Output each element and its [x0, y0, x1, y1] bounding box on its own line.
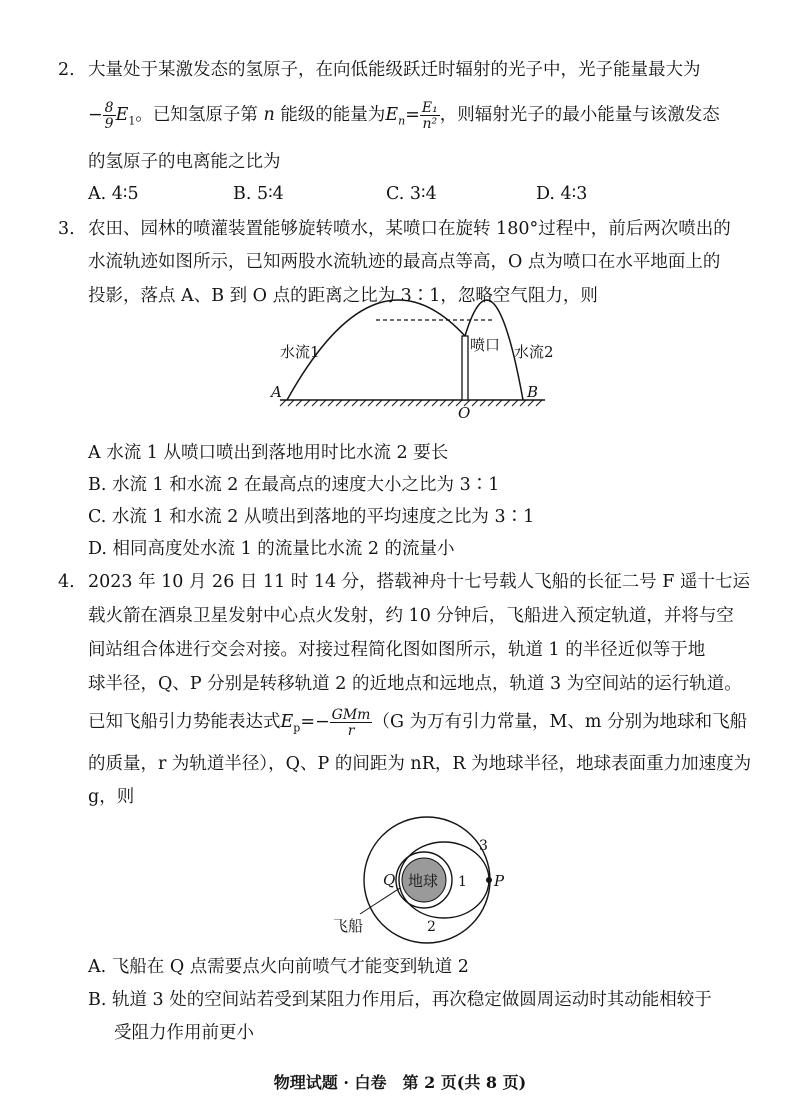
- q3-line-1: 农田、园林的喷灌装置能够旋转喷水，某喷口在旋转 180°过程中，前后两次喷出的: [88, 219, 731, 239]
- q4-ep: E: [280, 712, 294, 732]
- q4-label-ship: 飞船: [333, 917, 364, 935]
- q2-e1: E: [115, 105, 129, 125]
- q3-label-a: A: [271, 383, 282, 401]
- q4-line-2: 载火箭在酒泉卫星发射中心点火发射，约 10 分钟后，飞船进入预定轨道，并将与空: [88, 606, 734, 626]
- q4-option-a: A. 飞船在 Q 点需要点火向前喷气才能变到轨道 2: [88, 957, 469, 977]
- q3-option-a: A 水流 1 从喷口喷出到落地用时比水流 2 要长: [88, 443, 449, 463]
- q2-text-c: ，则辐射光子的最小能量与该激发态: [439, 105, 720, 125]
- q2-en-subscript: n: [398, 114, 406, 128]
- q4-label-orbit-1: 1: [458, 874, 467, 890]
- q3-label-b: B: [527, 383, 539, 401]
- q2-number: 2.: [58, 60, 75, 80]
- q2-text-a: 。已知氢原子第: [135, 105, 258, 125]
- q2-text-b: 能级的能量为: [280, 105, 386, 125]
- q2-option-a: A. 4∶5: [88, 184, 139, 204]
- q4-label-orbit-3: 3: [479, 838, 488, 854]
- q3-option-c: C. 水流 1 和水流 2 从喷出到落地的平均速度之比为 3∶1: [88, 507, 535, 527]
- q4-text-a: 已知飞船引力势能表达式: [88, 712, 281, 732]
- q4-option-b-line-1: B. 轨道 3 处的空间站若受到某阻力作用后，再次稳定做圆周运动时其动能相较于: [88, 990, 712, 1010]
- q3-line-3: 投影，落点 A、B 到 O 点的距离之比为 3∶1，忽略空气阻力，则: [88, 286, 598, 306]
- q4-fraction-gmm-r: $\frac{\text{GMm}}{r}$: [331, 706, 371, 739]
- q3-line-2: 水流轨迹如图所示，已知两股水流轨迹的最高点等高，O 点为喷口在水平地面上的: [88, 252, 721, 272]
- page-footer: 物理试题 · 白卷 第 2 页(共 8 页): [273, 1073, 527, 1092]
- q3-label-o: O: [458, 404, 471, 422]
- q2-e1-subscript: 1: [128, 114, 136, 128]
- q2-line-1: 大量处于某激发态的氢原子，在向低能级跃迁时辐射的光子中，光子能量最大为: [88, 60, 701, 80]
- q3-option-b: B. 水流 1 和水流 2 在最高点的速度大小之比为 3∶1: [88, 475, 500, 495]
- q4-label-q: Q: [383, 871, 396, 889]
- q4-number: 4.: [58, 572, 75, 592]
- q3-label-stream-1: 水流1: [280, 343, 320, 361]
- q2-line-3: 的氢原子的电离能之比为: [88, 152, 281, 172]
- q2-fraction-8-9: $\frac{8}{9}$: [104, 99, 114, 132]
- q4-text-b: （G 为万有引力常量，M、m 分别为地球和飞船: [372, 712, 748, 732]
- q2-equals: =: [405, 105, 420, 125]
- q4-equals-minus: =−: [300, 712, 330, 732]
- q4-label-orbit-2: 2: [427, 919, 436, 935]
- q2-option-d: D. 4∶3: [536, 184, 588, 204]
- q4-line-6: 的质量，r 为轨道半径），Q、P 的间距为 nR，R 为地球半径，地球表面重力加速度为: [88, 754, 752, 774]
- q3-option-d: D. 相同高度处水流 1 的流量比水流 2 的流量小: [88, 539, 455, 559]
- q4-option-b-line-2: 受阻力作用前更小: [114, 1023, 254, 1043]
- q2-en: E: [385, 105, 399, 125]
- q2-option-b: B. 5∶4: [233, 184, 284, 204]
- q2-minus-sign: −: [88, 105, 103, 125]
- q4-line-3: 间站组合体进行交会对接。对接过程简化图如图所示，轨道 1 的半径近似等于地: [88, 640, 706, 660]
- q4-line-7: g，则: [88, 787, 135, 807]
- q4-label-p: P: [494, 872, 505, 890]
- q4-ship-pointer-line: [360, 888, 400, 914]
- q2-fraction-e1-n2: $\frac{\text{E₁}}{\text{n²}}$: [421, 99, 438, 132]
- q4-line-1: 2023 年 10 月 26 日 11 时 14 分，搭载神舟十七号载人飞船的长征二号 F 遥十七运: [88, 572, 750, 592]
- q4-point-p: [486, 877, 492, 883]
- q2-n: n: [263, 105, 275, 125]
- q3-label-nozzle: 喷口: [470, 336, 501, 354]
- q4-label-earth: 地球: [408, 872, 439, 890]
- q4-line-4: 球半径，Q、P 分别是转移轨道 2 的近地点和远地点，轨道 3 为空间站的运行轨道。: [88, 674, 742, 694]
- q2-option-c: C. 3∶4: [386, 184, 437, 204]
- q4-ep-subscript: p: [293, 721, 301, 735]
- q3-label-stream-2: 水流2: [514, 343, 554, 361]
- q3-number: 3.: [58, 219, 75, 239]
